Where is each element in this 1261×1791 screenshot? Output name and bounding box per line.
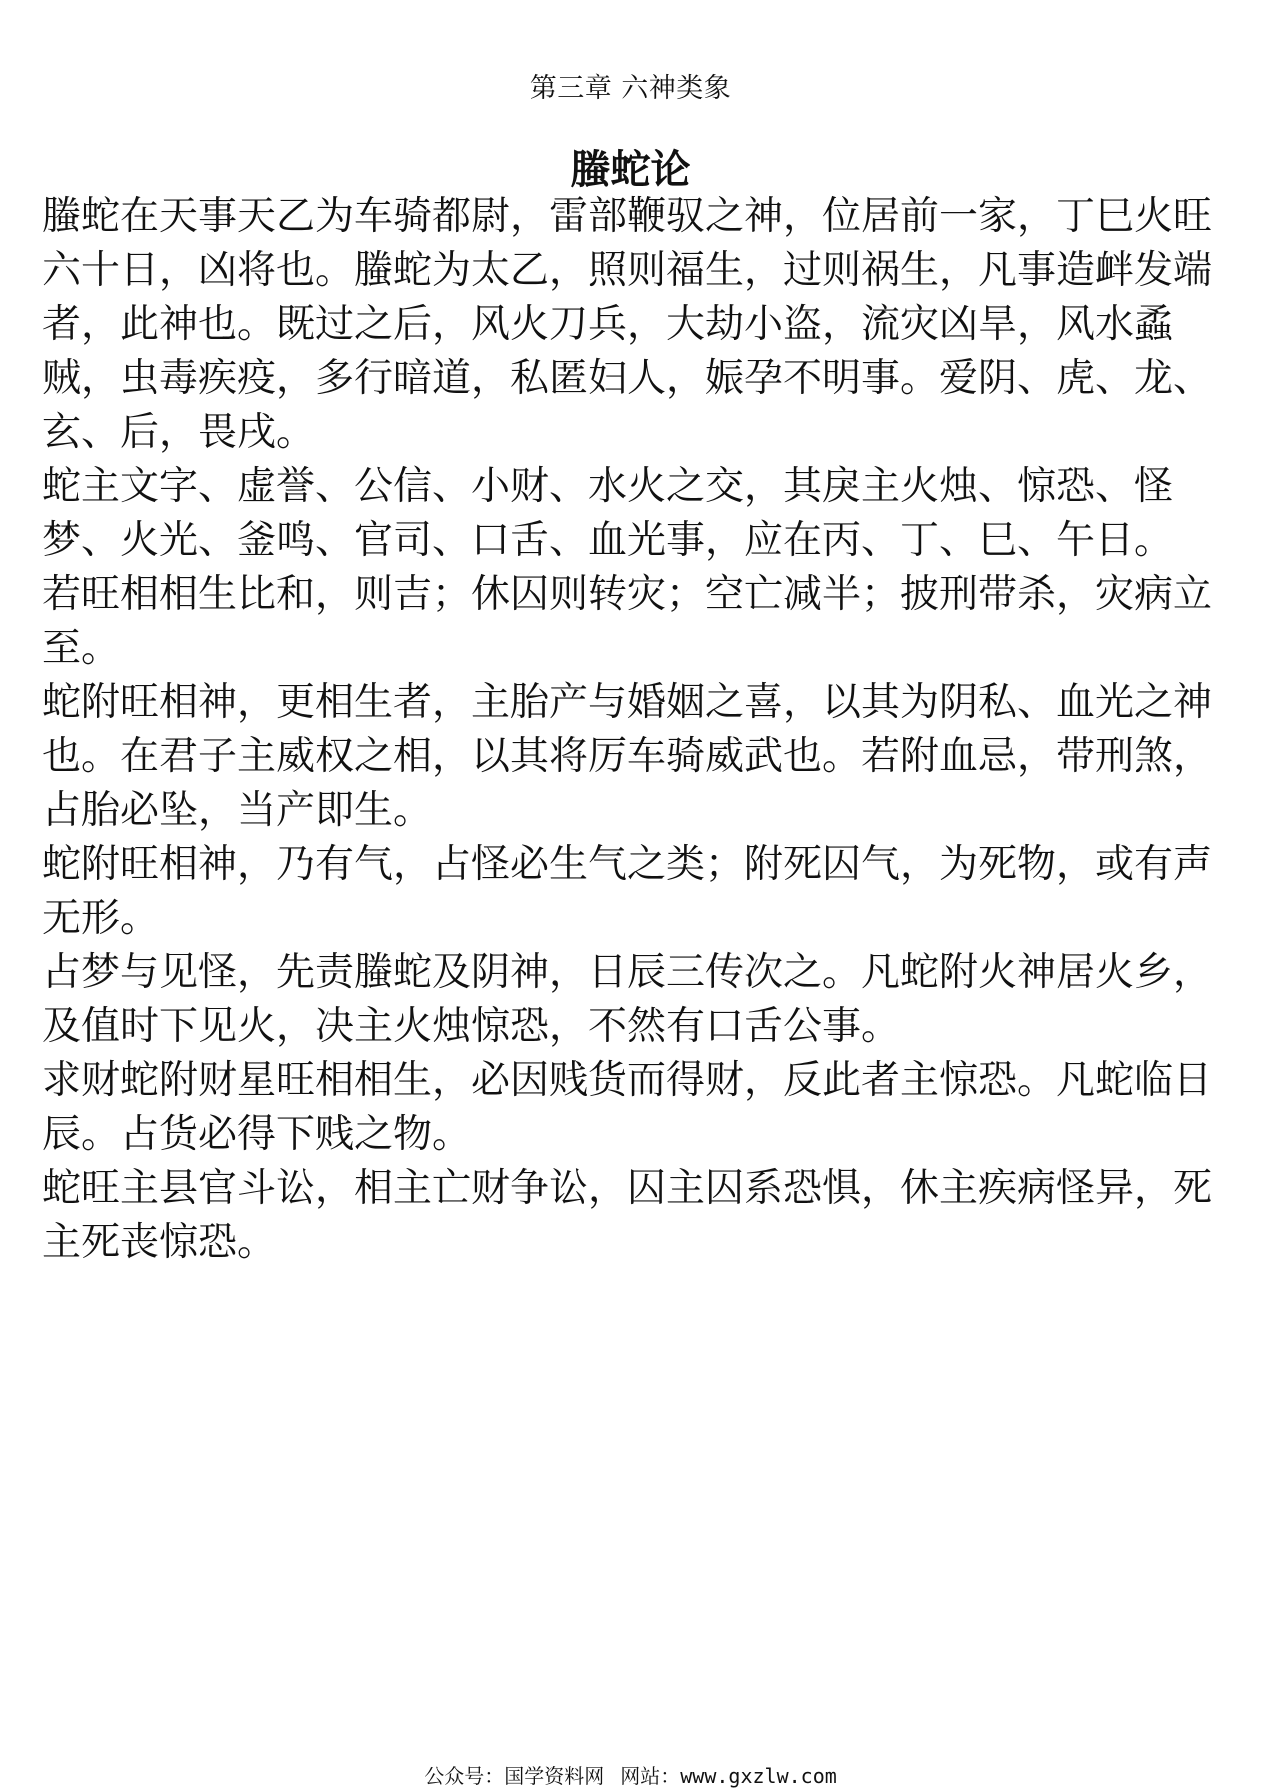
paragraph-omens: 蛇附旺相神，乃有气，占怪必生气之类；附死囚气，为死物，或有声无形。 [42,842,1213,941]
paragraph-attributes: 蛇主文字、虚誉、公信、小财、水火之交，其戾主火烛、惊恐、怪梦、火光、釜鸣、官司、口舌、血光事，应在丙、丁、巳、午日。 [42,464,1174,563]
paragraph-strength: 若旺相相生比和，则吉；休囚则转灾；空亡减半；披刑带杀，灾病立至。 [42,572,1213,671]
footer: 公众号：国学资料网 网站：www.gxzlw.com [424,1764,837,1788]
paragraph-states: 蛇旺主县官斗讼，相主亡财争讼，囚主囚系恐惧，休主疾病怪异，死主死丧惊恐。 [42,1166,1213,1265]
paragraph-wealth: 求财蛇附财星旺相相生，必因贱货而得财，反此者主惊恐。凡蛇临日辰。占货必得下贱之物。 [42,1058,1213,1157]
paragraph-intro: 螣蛇在天事天乙为车骑都尉，雷部鞭驭之神，位居前一家，丁巳火旺六十日，凶将也。螣蛇为太乙，照则福生，过则祸生，凡事造衅发端者，此神也。既过之后，风火刀兵，大劫小盗，流灾凶旱，风水蟊贼，虫毒疾疫，多行暗道，私匿妇人，娠孕不明事。爱阴、虎、龙、玄、后，畏戌。 [42,194,1213,455]
chapter-header: 第三章 六神类象 [529,73,732,104]
body-text [42,190,1222,1270]
paragraph-marriage-birth: 蛇附旺相神，更相生者，主胎产与婚姻之喜，以其为阴私、血光之神也。在君子主威权之相，以其将厉车骑威武也。若附血忌，带刑煞，占胎必坠，当产即生。 [42,680,1213,833]
section-title: 螣蛇论 [570,147,691,193]
paragraph-dreams: 占梦与见怪，先责螣蛇及阴神，日辰三传次之。凡蛇附火神居火乡，及值时下见火，决主火烛惊恐，不然有口舌公事。 [42,950,1213,1049]
